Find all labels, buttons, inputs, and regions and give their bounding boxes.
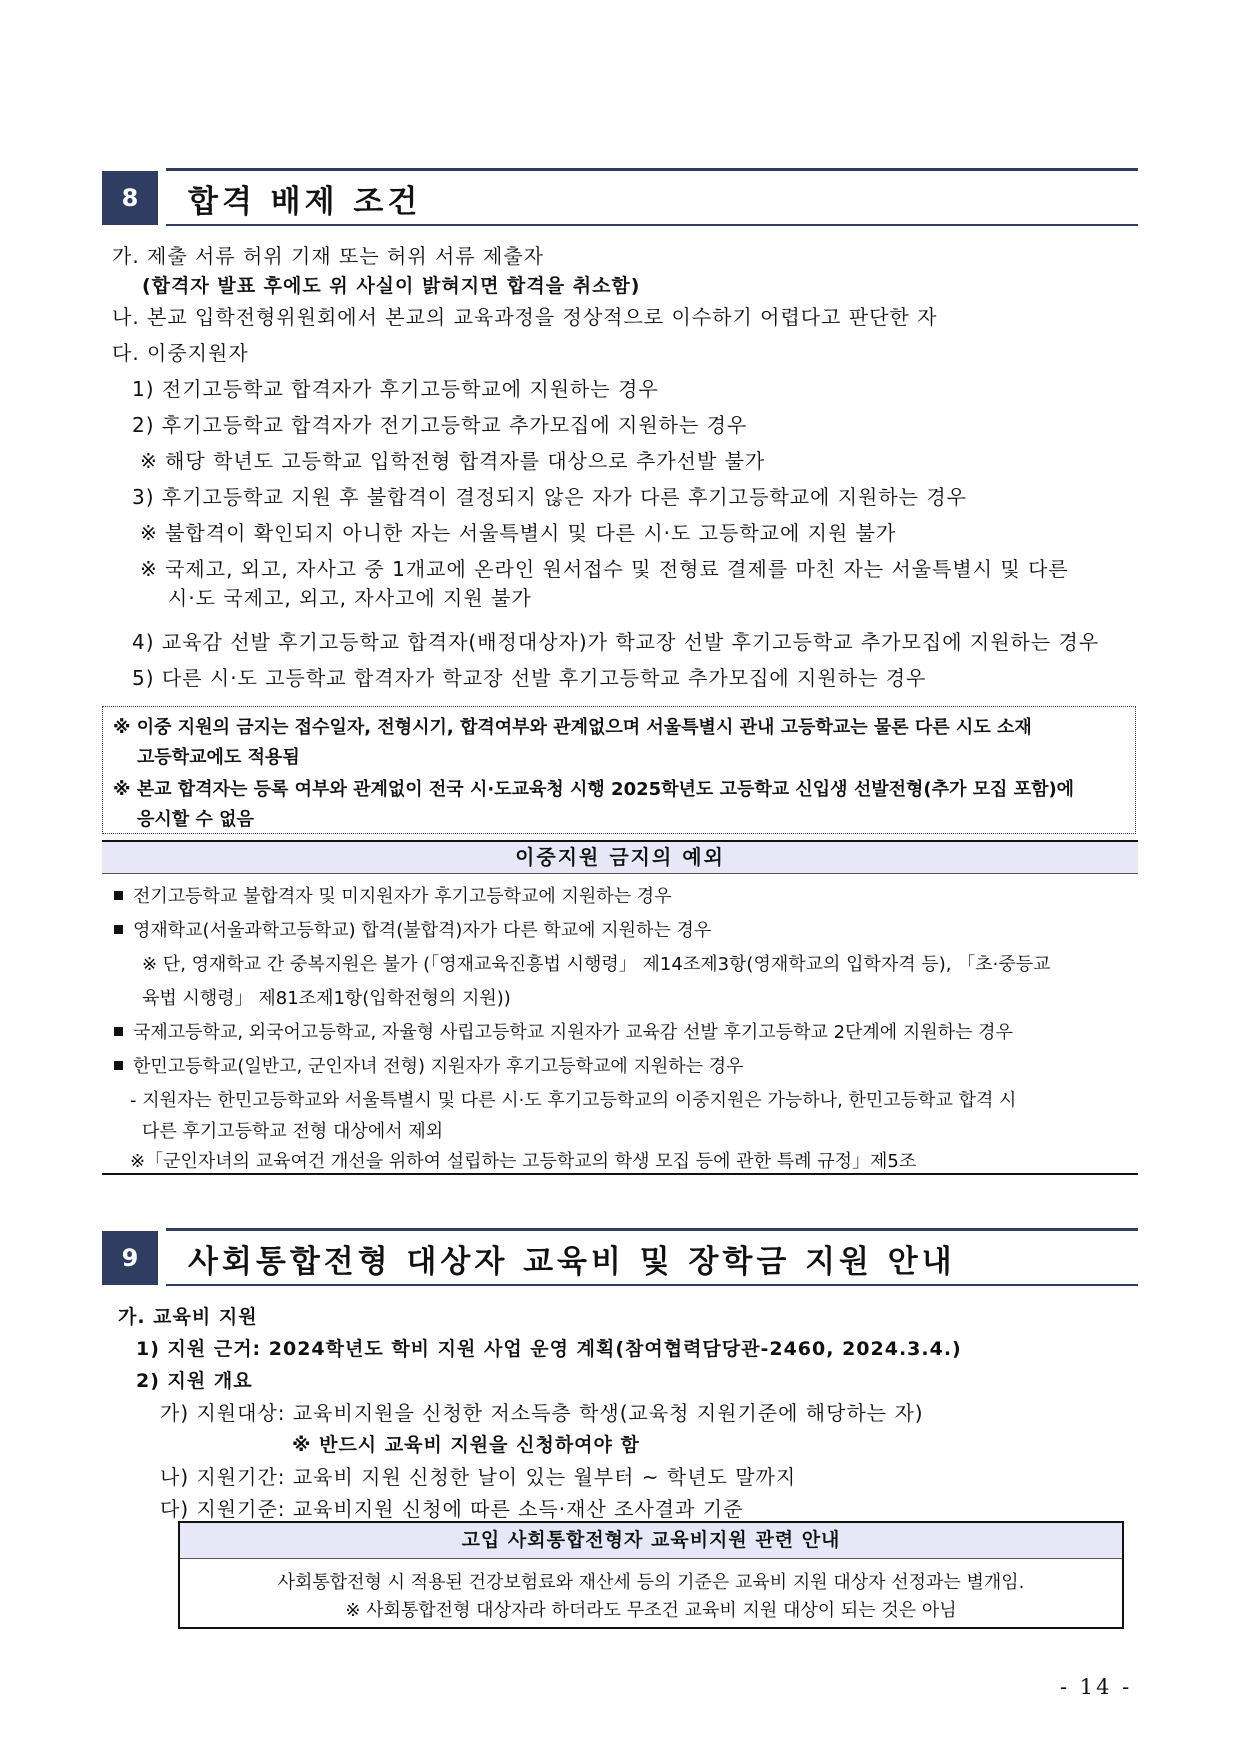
text-line: ※ 국제고, 외고, 자사고 중 1개교에 온라인 원서접수 및 전형료 결제를 마친 자는 서울특별시 및 다른 xyxy=(140,557,1069,581)
exception-note: - 지원자는 한민고등학교와 서울특별시 및 다른 시·도 후기고등학교의 이중지원은 가능하나, 한민고등학교 합격 시 xyxy=(130,1090,1017,1111)
exception-item: 국제고등학교, 외국어고등학교, 자율형 사립고등학교 지원자가 교육감 선발 후기고등학교 2단계에 지원하는 경우 xyxy=(114,1022,1013,1044)
section-title: 사회통합전형 대상자 교육비 및 장학금 지원 안내 xyxy=(188,1244,956,1280)
exception-note: 육법 시행령」 제81조제1항(입학전형의 지원)) xyxy=(142,988,511,1009)
page-number: - 14 - xyxy=(1060,1675,1133,1699)
exception-item: 한민고등학교(일반고, 군인자녀 전형) 지원자가 후기고등학교에 지원하는 경우 xyxy=(114,1056,744,1078)
text-line: 시·도 국제고, 외고, 자사고에 지원 불가 xyxy=(168,586,532,610)
text-line: 가. 교육비 지원 xyxy=(118,1306,258,1328)
exception-note: 다른 후기고등학교 전형 대상에서 제외 xyxy=(142,1121,444,1142)
exceptions-box xyxy=(102,840,1138,1175)
info-box xyxy=(178,1521,1124,1629)
exception-item: 영재학교(서울과학고등학교) 합격(불합격)자가 다른 학교에 지원하는 경우 xyxy=(114,920,711,942)
notice-line: ※ 이중 지원의 금지는 접수일자, 전형시기, 합격여부와 관계없으며 서울특별시 관내 고등학교는 물론 다른 시도 소재 xyxy=(113,717,1032,738)
section-number: 9 xyxy=(102,1231,158,1285)
header-rule-top xyxy=(166,1228,1138,1231)
notice-line: 고등학교에도 적용됨 xyxy=(137,747,300,768)
section-title: 합격 배제 조건 xyxy=(188,184,422,220)
text-line: 다. 이중지원자 xyxy=(112,341,249,365)
text-line: 나. 본교 입학전형위원회에서 본교의 교육과정을 정상적으로 이수하기 어렵다고 판단한 자 xyxy=(112,305,938,329)
text-line: ※ 해당 학년도 고등학교 입학전형 합격자를 대상으로 추가선발 불가 xyxy=(140,449,766,473)
header-rule-bottom xyxy=(166,1284,1138,1286)
exception-note: ※「군인자녀의 교육여건 개선을 위하여 설립하는 고등학교의 학생 모집 등에 관한 특례 규정」제5조 xyxy=(130,1151,917,1172)
exceptions-bottom-rule xyxy=(102,1173,1138,1175)
square-bullet-icon xyxy=(114,1061,123,1070)
info-box-header: 고입 사회통합전형자 교육비지원 관련 안내 xyxy=(180,1523,1122,1559)
text-line: 다) 지원기준: 교육비지원 신청에 따른 소득·재산 조사결과 기준 xyxy=(160,1497,744,1521)
exception-note: ※ 단, 영재학교 간 중복지원은 불가 (「영재교육진흥법 시행령」 제14조제3항(영재학교의 입학자격 등), 「초·중등교 xyxy=(142,954,1051,975)
info-box-line: 사회통합전형 시 적용된 건강보험료와 재산세 등의 기준은 교육비 지원 대상자 선정과는 별개임. xyxy=(277,1572,1025,1593)
notice-line: ※ 본교 합격자는 등록 여부와 관계없이 전국 시·도교육청 시행 2025학년도 고등학교 신입생 선발전형(추가 모집 포함)에 xyxy=(113,779,1075,800)
exception-item: 전기고등학교 불합격자 및 미지원자가 후기고등학교에 지원하는 경우 xyxy=(114,886,672,908)
info-box-line: ※ 사회통합전형 대상자라 하더라도 무조건 교육비 지원 대상이 되는 것은 아님 xyxy=(345,1600,957,1621)
section-8-header xyxy=(102,168,1138,226)
text-line: 2) 후기고등학교 합격자가 전기고등학교 추가모집에 지원하는 경우 xyxy=(132,413,748,437)
square-bullet-icon xyxy=(114,891,123,900)
text-line: ※ 반드시 교육비 지원을 신청하여야 함 xyxy=(292,1434,640,1456)
text-line: ※ 불합격이 확인되지 아니한 자는 서울특별시 및 다른 시·도 고등학교에 지원 불가 xyxy=(140,521,897,545)
text-line: 1) 지원 근거: 2024학년도 학비 지원 사업 운영 계획(참여협력담당관-2460, 2024.3.4.) xyxy=(136,1338,962,1360)
notice-line: 응시할 수 없음 xyxy=(137,809,254,830)
header-rule-top xyxy=(166,168,1138,171)
text-line: 1) 전기고등학교 합격자가 후기고등학교에 지원하는 경우 xyxy=(132,377,659,401)
text-line: (합격자 발표 후에도 위 사실이 밝혀지면 합격을 취소함) xyxy=(142,275,641,297)
header-rule-bottom xyxy=(166,224,1138,226)
text-line: 4) 교육감 선발 후기고등학교 합격자(배정대상자)가 학교장 선발 후기고등학교 추가모집에 지원하는 경우 xyxy=(132,630,1100,654)
section-number: 8 xyxy=(102,171,158,225)
exceptions-header: 이중지원 금지의 예외 xyxy=(102,840,1138,874)
text-line: 5) 다른 시·도 고등학교 합격자가 학교장 선발 후기고등학교 추가모집에 지원하는 경우 xyxy=(132,666,927,690)
text-line: 가. 제출 서류 허위 기재 또는 허위 서류 제출자 xyxy=(112,244,544,268)
square-bullet-icon xyxy=(114,1027,123,1036)
square-bullet-icon xyxy=(114,925,123,934)
text-line: 가) 지원대상: 교육비지원을 신청한 저소득층 학생(교육청 지원기준에 해당하는 자) xyxy=(160,1401,924,1425)
text-line: 2) 지원 개요 xyxy=(136,1370,253,1392)
section-9-header xyxy=(102,1228,1138,1286)
notice-box xyxy=(102,706,1136,834)
text-line: 3) 후기고등학교 지원 후 불합격이 결정되지 않은 자가 다른 후기고등학교에 지원하는 경우 xyxy=(132,485,967,509)
text-line: 나) 지원기간: 교육비 지원 신청한 날이 있는 월부터 ~ 학년도 말까지 xyxy=(160,1465,797,1489)
